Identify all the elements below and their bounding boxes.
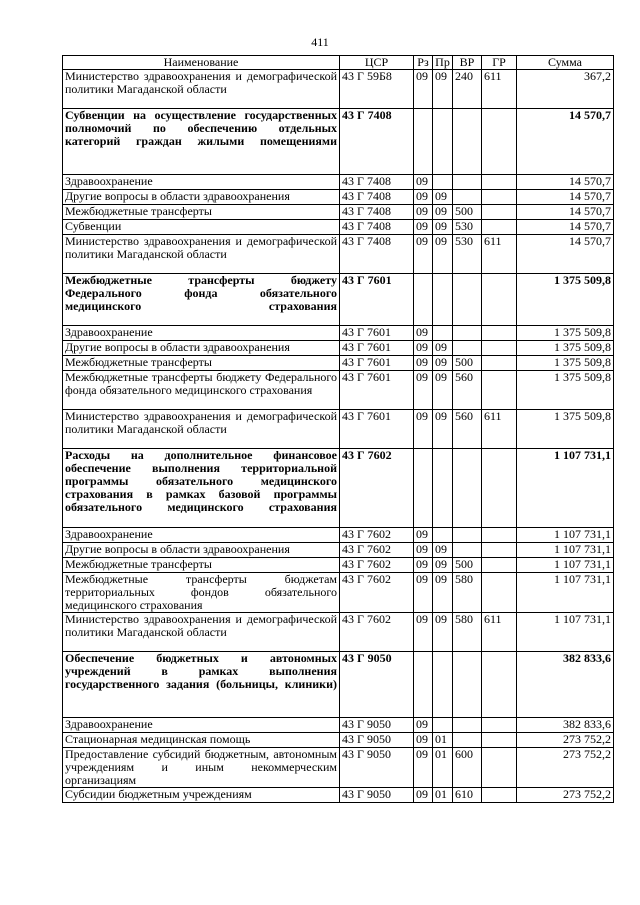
table-row-section bbox=[63, 109, 614, 175]
cell-pr: 09 bbox=[433, 205, 453, 220]
cell-pr: 09 bbox=[433, 543, 453, 558]
cell-pr bbox=[433, 109, 453, 175]
table-row bbox=[63, 326, 614, 341]
table-row bbox=[63, 528, 614, 543]
cell-sum: 1 375 509,8 bbox=[517, 326, 614, 341]
table-row bbox=[63, 190, 614, 205]
cell-csr: 43 Г 9050 bbox=[340, 652, 414, 718]
cell-gr: 611 bbox=[482, 235, 517, 274]
cell-pr: 09 bbox=[433, 190, 453, 205]
cell-sum: 273 752,2 bbox=[517, 733, 614, 748]
cell-vr: 560 bbox=[453, 371, 482, 410]
cell-vr bbox=[453, 733, 482, 748]
cell-vr: 530 bbox=[453, 220, 482, 235]
cell-vr bbox=[453, 109, 482, 175]
cell-name: Межбюджетные трансферты бюджету Федерального фонда обязательного медицинского страхования bbox=[63, 274, 340, 326]
cell-sum: 1 107 731,1 bbox=[517, 613, 614, 652]
cell-name: Расходы на дополнительное финансовое обеспечение выполнения территориальной программы обязательного медицинского страхования в рамках базовой программы обязательного медицинского страхования bbox=[63, 449, 340, 528]
cell-csr: 43 Г 9050 bbox=[340, 748, 414, 788]
cell-sum: 273 752,2 bbox=[517, 788, 614, 803]
cell-rz bbox=[414, 109, 433, 175]
cell-gr bbox=[482, 190, 517, 205]
cell-sum: 14 570,7 bbox=[517, 220, 614, 235]
cell-sum: 1 107 731,1 bbox=[517, 573, 614, 613]
cell-name: Субвенции на осуществление государственных полномочий по обеспечению отдельных категорий граждан жилыми помещениями bbox=[63, 109, 340, 175]
cell-sum: 1 107 731,1 bbox=[517, 558, 614, 573]
cell-gr bbox=[482, 341, 517, 356]
cell-csr: 43 Г 9050 bbox=[340, 718, 414, 733]
table-row bbox=[63, 70, 614, 109]
cell-gr bbox=[482, 449, 517, 528]
column-header-gr: ГР bbox=[482, 56, 517, 70]
cell-csr: 43 Г 7601 bbox=[340, 356, 414, 371]
table-row bbox=[63, 748, 614, 788]
cell-csr: 43 Г 7601 bbox=[340, 410, 414, 449]
table-row bbox=[63, 356, 614, 371]
cell-rz: 09 bbox=[414, 356, 433, 371]
cell-gr bbox=[482, 326, 517, 341]
cell-name: Министерство здравоохранения и демографической политики Магаданской области bbox=[63, 410, 340, 449]
table-row bbox=[63, 613, 614, 652]
cell-csr: 43 Г 7408 bbox=[340, 109, 414, 175]
cell-name: Министерство здравоохранения и демографической политики Магаданской области bbox=[63, 235, 340, 274]
cell-gr bbox=[482, 652, 517, 718]
cell-pr bbox=[433, 326, 453, 341]
cell-pr: 09 bbox=[433, 371, 453, 410]
cell-pr bbox=[433, 718, 453, 733]
cell-pr: 09 bbox=[433, 573, 453, 613]
table-row bbox=[63, 220, 614, 235]
cell-name: Субвенции bbox=[63, 220, 340, 235]
cell-vr: 500 bbox=[453, 205, 482, 220]
cell-csr: 43 Г 7601 bbox=[340, 341, 414, 356]
cell-sum: 382 833,6 bbox=[517, 652, 614, 718]
cell-vr bbox=[453, 449, 482, 528]
cell-rz: 09 bbox=[414, 175, 433, 190]
cell-csr: 43 Г 9050 bbox=[340, 733, 414, 748]
cell-rz bbox=[414, 652, 433, 718]
cell-csr: 43 Г 7602 bbox=[340, 613, 414, 652]
cell-csr: 43 Г 7602 bbox=[340, 558, 414, 573]
cell-sum: 14 570,7 bbox=[517, 235, 614, 274]
cell-csr: 43 Г 7408 bbox=[340, 235, 414, 274]
cell-vr bbox=[453, 341, 482, 356]
cell-pr: 09 bbox=[433, 235, 453, 274]
cell-gr bbox=[482, 175, 517, 190]
cell-csr: 43 Г 7408 bbox=[340, 205, 414, 220]
cell-gr bbox=[482, 788, 517, 803]
table-body bbox=[63, 70, 614, 803]
column-header-rz: Рз bbox=[414, 56, 433, 70]
cell-sum: 14 570,7 bbox=[517, 190, 614, 205]
cell-name: Субсидии бюджетным учреждениям bbox=[63, 788, 340, 803]
cell-sum: 14 570,7 bbox=[517, 109, 614, 175]
cell-gr bbox=[482, 274, 517, 326]
cell-sum: 14 570,7 bbox=[517, 205, 614, 220]
cell-csr: 43 Г 7602 bbox=[340, 573, 414, 613]
cell-vr bbox=[453, 175, 482, 190]
table-row bbox=[63, 558, 614, 573]
cell-name: Межбюджетные трансферты bbox=[63, 356, 340, 371]
cell-rz: 09 bbox=[414, 70, 433, 109]
table-row-section bbox=[63, 274, 614, 326]
column-header-name: Наименование bbox=[63, 56, 340, 70]
cell-vr bbox=[453, 528, 482, 543]
table-row bbox=[63, 718, 614, 733]
cell-name: Стационарная медицинская помощь bbox=[63, 733, 340, 748]
cell-rz: 09 bbox=[414, 718, 433, 733]
cell-sum: 367,2 bbox=[517, 70, 614, 109]
cell-rz: 09 bbox=[414, 528, 433, 543]
cell-csr: 43 Г 7408 bbox=[340, 220, 414, 235]
cell-gr bbox=[482, 371, 517, 410]
cell-csr: 43 Г 7602 bbox=[340, 449, 414, 528]
cell-rz bbox=[414, 274, 433, 326]
cell-sum: 14 570,7 bbox=[517, 175, 614, 190]
cell-gr bbox=[482, 109, 517, 175]
cell-name: Другие вопросы в области здравоохранения bbox=[63, 341, 340, 356]
table-row bbox=[63, 410, 614, 449]
cell-gr bbox=[482, 558, 517, 573]
cell-rz: 09 bbox=[414, 326, 433, 341]
table-row bbox=[63, 573, 614, 613]
cell-name: Министерство здравоохранения и демографической политики Магаданской области bbox=[63, 70, 340, 109]
cell-rz: 09 bbox=[414, 341, 433, 356]
cell-vr bbox=[453, 190, 482, 205]
cell-rz: 09 bbox=[414, 205, 433, 220]
table-row bbox=[63, 175, 614, 190]
table-row bbox=[63, 371, 614, 410]
cell-pr: 09 bbox=[433, 220, 453, 235]
cell-sum: 1 107 731,1 bbox=[517, 543, 614, 558]
cell-rz: 09 bbox=[414, 613, 433, 652]
cell-pr bbox=[433, 528, 453, 543]
cell-csr: 43 Г 7408 bbox=[340, 175, 414, 190]
cell-name: Межбюджетные трансферты бюджету Федерального фонда обязательного медицинского страхования bbox=[63, 371, 340, 410]
cell-sum: 1 107 731,1 bbox=[517, 449, 614, 528]
cell-rz: 09 bbox=[414, 543, 433, 558]
cell-rz: 09 bbox=[414, 558, 433, 573]
cell-vr bbox=[453, 652, 482, 718]
table-row bbox=[63, 543, 614, 558]
cell-name: Межбюджетные трансферты бюджетам территориальных фондов обязательного медицинского страхования bbox=[63, 573, 340, 613]
cell-gr bbox=[482, 733, 517, 748]
cell-gr bbox=[482, 220, 517, 235]
cell-csr: 43 Г 7601 bbox=[340, 326, 414, 341]
cell-vr: 560 bbox=[453, 410, 482, 449]
cell-rz: 09 bbox=[414, 788, 433, 803]
cell-pr bbox=[433, 449, 453, 528]
cell-rz: 09 bbox=[414, 220, 433, 235]
cell-gr bbox=[482, 528, 517, 543]
cell-vr: 530 bbox=[453, 235, 482, 274]
page-number: 411 bbox=[311, 35, 329, 49]
cell-rz: 09 bbox=[414, 748, 433, 788]
cell-vr: 610 bbox=[453, 788, 482, 803]
cell-csr: 43 Г 59Б8 bbox=[340, 70, 414, 109]
cell-pr bbox=[433, 175, 453, 190]
cell-vr bbox=[453, 326, 482, 341]
cell-gr: 611 bbox=[482, 70, 517, 109]
cell-pr: 01 bbox=[433, 748, 453, 788]
cell-vr: 600 bbox=[453, 748, 482, 788]
cell-sum: 1 375 509,8 bbox=[517, 371, 614, 410]
cell-sum: 1 107 731,1 bbox=[517, 528, 614, 543]
cell-rz: 09 bbox=[414, 190, 433, 205]
cell-sum: 273 752,2 bbox=[517, 748, 614, 788]
cell-vr: 240 bbox=[453, 70, 482, 109]
table-row-section bbox=[63, 449, 614, 528]
cell-name: Межбюджетные трансферты bbox=[63, 558, 340, 573]
table-row bbox=[63, 733, 614, 748]
cell-gr: 611 bbox=[482, 613, 517, 652]
column-header-vr: ВР bbox=[453, 56, 482, 70]
cell-pr: 01 bbox=[433, 733, 453, 748]
cell-csr: 43 Г 7601 bbox=[340, 274, 414, 326]
column-header-pr: Пр bbox=[433, 56, 453, 70]
cell-vr: 500 bbox=[453, 558, 482, 573]
cell-pr: 09 bbox=[433, 341, 453, 356]
cell-vr: 580 bbox=[453, 613, 482, 652]
cell-vr bbox=[453, 543, 482, 558]
cell-sum: 1 375 509,8 bbox=[517, 274, 614, 326]
table-row bbox=[63, 205, 614, 220]
cell-name: Обеспечение бюджетных и автономных учреждений в рамках выполнения государственного задания (больницы, клиники) bbox=[63, 652, 340, 718]
cell-vr bbox=[453, 718, 482, 733]
column-header-csr: ЦСР bbox=[340, 56, 414, 70]
cell-rz: 09 bbox=[414, 371, 433, 410]
cell-pr: 09 bbox=[433, 410, 453, 449]
table-row bbox=[63, 341, 614, 356]
table-row bbox=[63, 788, 614, 803]
cell-name: Здравоохранение bbox=[63, 326, 340, 341]
cell-name: Министерство здравоохранения и демографической политики Магаданской области bbox=[63, 613, 340, 652]
cell-pr: 09 bbox=[433, 558, 453, 573]
cell-csr: 43 Г 7408 bbox=[340, 190, 414, 205]
table-row bbox=[63, 235, 614, 274]
cell-name: Предоставление субсидий бюджетным, автономным учреждениям и иным некоммерческим организациям bbox=[63, 748, 340, 788]
cell-csr: 43 Г 7601 bbox=[340, 371, 414, 410]
cell-gr bbox=[482, 356, 517, 371]
cell-sum: 1 375 509,8 bbox=[517, 341, 614, 356]
cell-csr: 43 Г 7602 bbox=[340, 543, 414, 558]
cell-pr: 01 bbox=[433, 788, 453, 803]
table-row-section bbox=[63, 652, 614, 718]
cell-pr bbox=[433, 274, 453, 326]
cell-vr: 580 bbox=[453, 573, 482, 613]
cell-rz: 09 bbox=[414, 733, 433, 748]
cell-gr bbox=[482, 205, 517, 220]
cell-pr bbox=[433, 652, 453, 718]
cell-name: Межбюджетные трансферты bbox=[63, 205, 340, 220]
table-header-row bbox=[63, 56, 614, 70]
cell-name: Здравоохранение bbox=[63, 528, 340, 543]
cell-name: Другие вопросы в области здравоохранения bbox=[63, 190, 340, 205]
budget-table bbox=[62, 55, 614, 803]
cell-name: Другие вопросы в области здравоохранения bbox=[63, 543, 340, 558]
cell-rz bbox=[414, 449, 433, 528]
cell-pr: 09 bbox=[433, 613, 453, 652]
cell-sum: 1 375 509,8 bbox=[517, 410, 614, 449]
cell-rz: 09 bbox=[414, 573, 433, 613]
cell-pr: 09 bbox=[433, 356, 453, 371]
cell-sum: 382 833,6 bbox=[517, 718, 614, 733]
cell-gr bbox=[482, 543, 517, 558]
cell-gr bbox=[482, 748, 517, 788]
cell-csr: 43 Г 7602 bbox=[340, 528, 414, 543]
column-header-sum: Сумма bbox=[517, 56, 614, 70]
cell-pr: 09 bbox=[433, 70, 453, 109]
cell-name: Здравоохранение bbox=[63, 718, 340, 733]
cell-vr: 500 bbox=[453, 356, 482, 371]
cell-sum: 1 375 509,8 bbox=[517, 356, 614, 371]
cell-gr bbox=[482, 573, 517, 613]
cell-gr: 611 bbox=[482, 410, 517, 449]
cell-csr: 43 Г 9050 bbox=[340, 788, 414, 803]
cell-name: Здравоохранение bbox=[63, 175, 340, 190]
cell-rz: 09 bbox=[414, 410, 433, 449]
cell-vr bbox=[453, 274, 482, 326]
cell-rz: 09 bbox=[414, 235, 433, 274]
cell-gr bbox=[482, 718, 517, 733]
